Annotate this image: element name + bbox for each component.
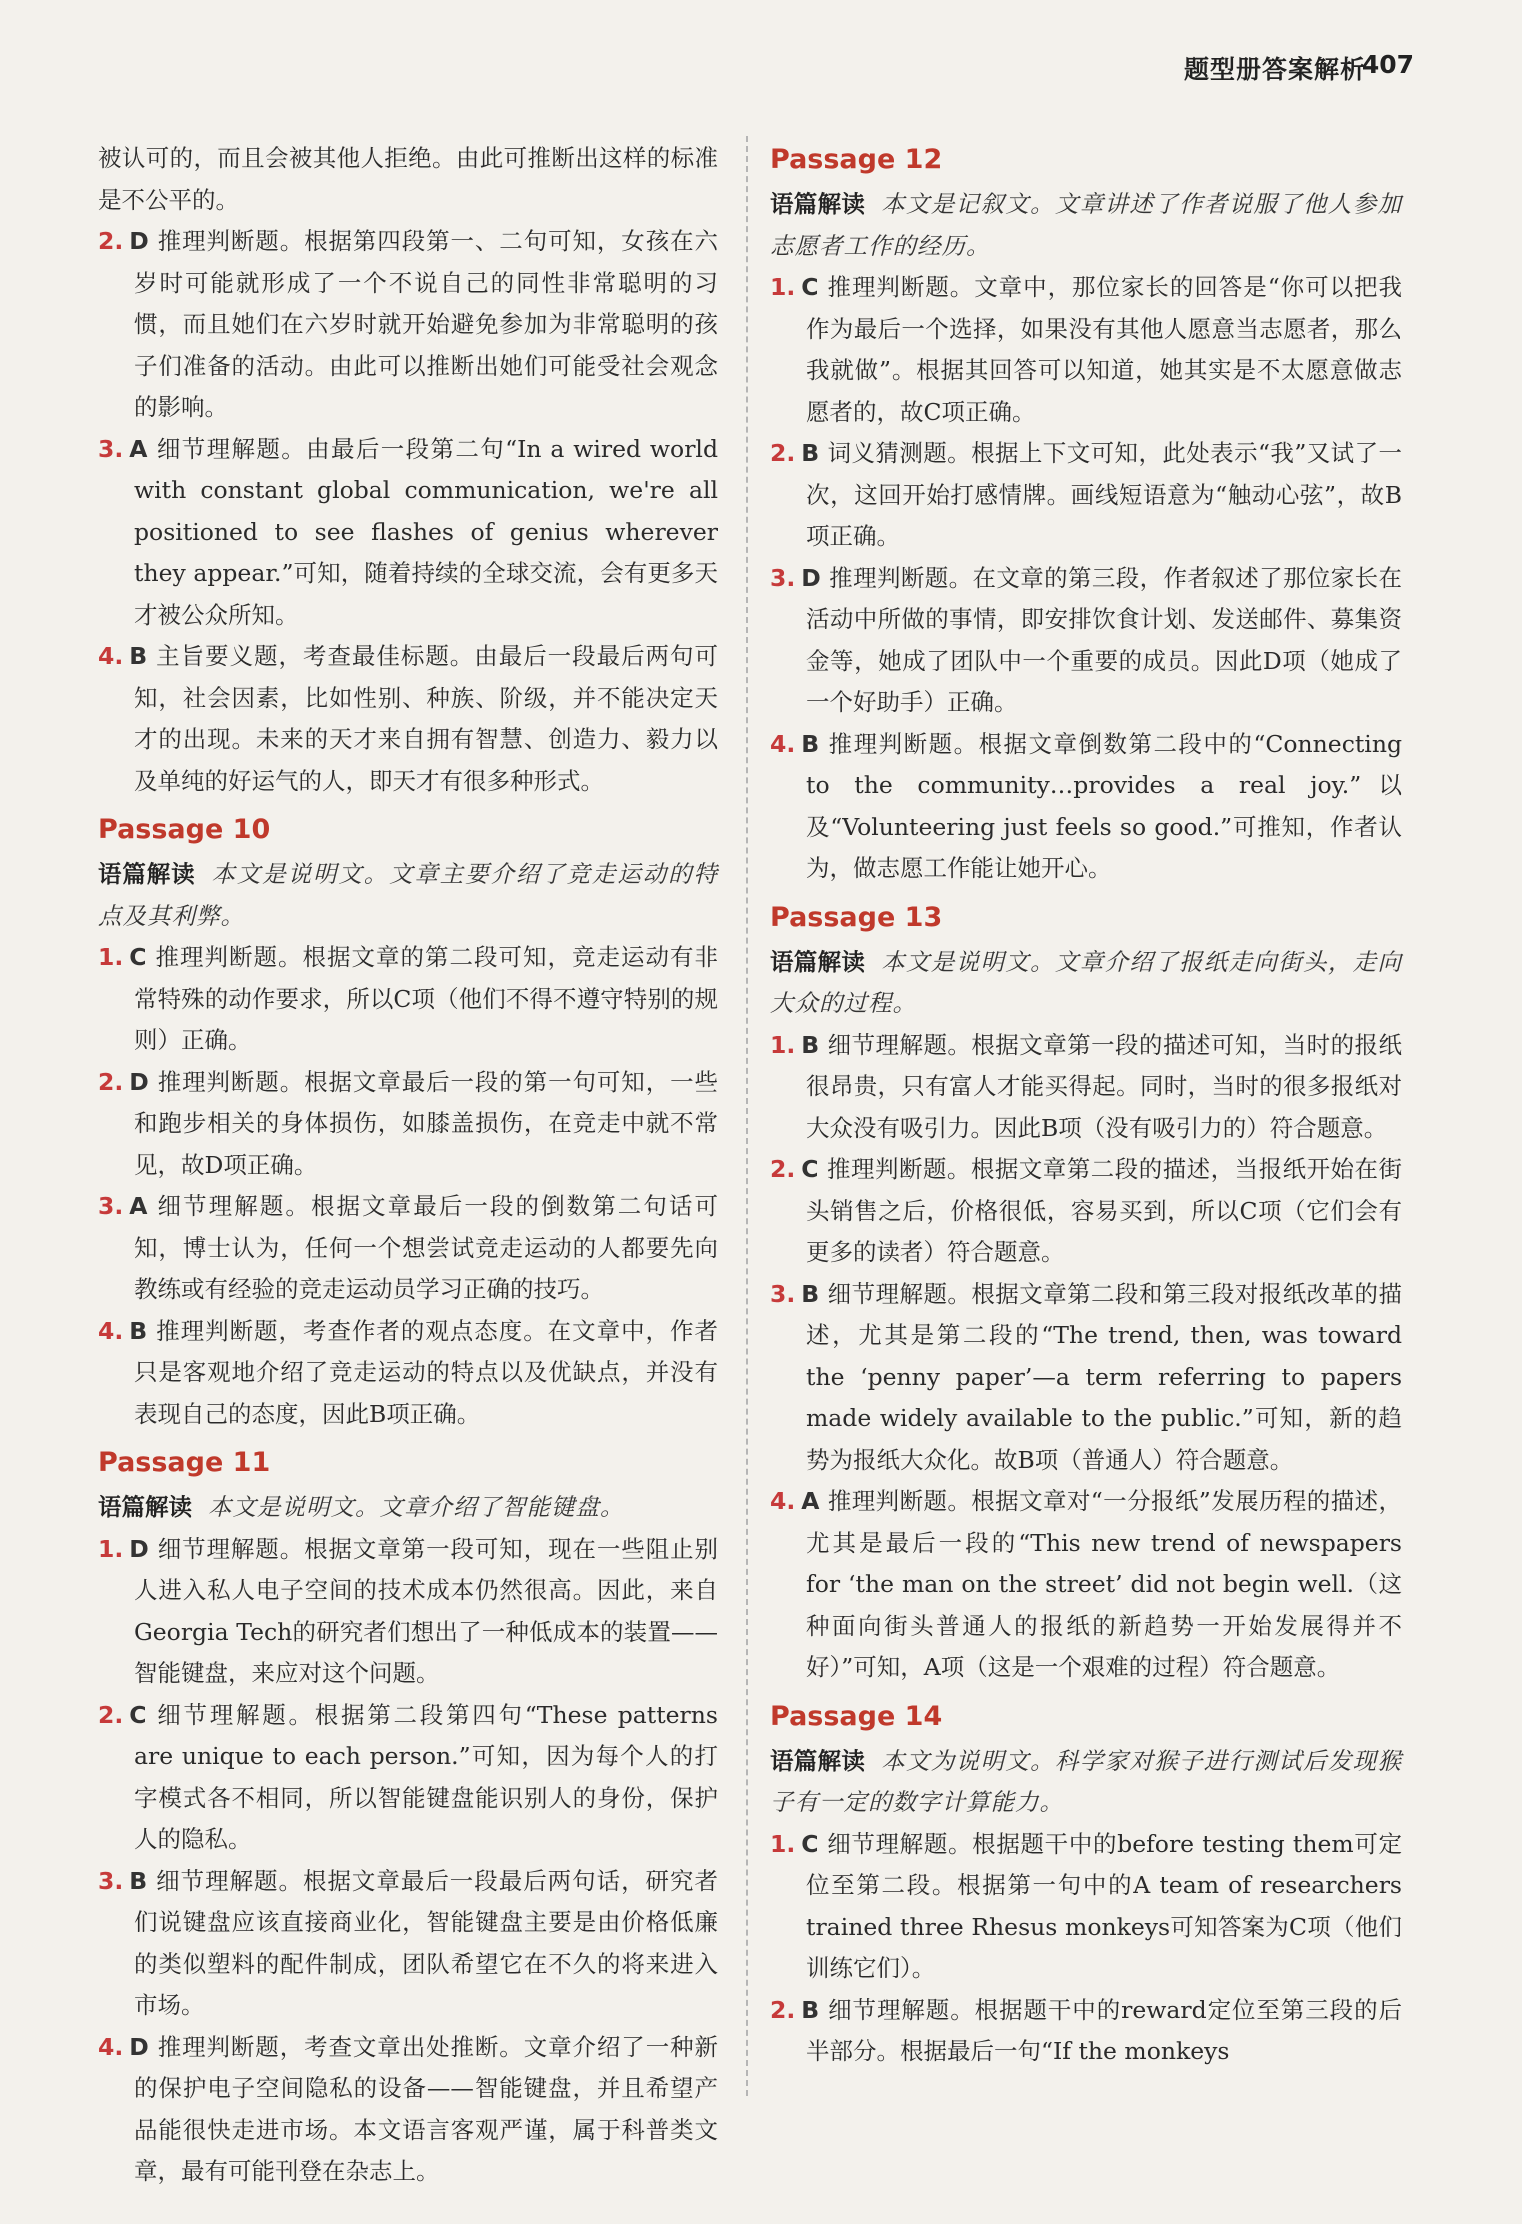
item-text: 推理判断题。根据文章最后一段的第一句可知，一些和跑步相关的身体损伤，如膝盖损伤，在竞走中就不常见，故D项正确。	[134, 1067, 718, 1179]
item-number: 1.	[770, 273, 796, 301]
item-text: 主旨要义题，考查最佳标题。由最后一段最后两句可知，社会因素，比如性别、种族、阶级，并不能决定天才的出现。未来的天才来自拥有智慧、创造力、毅力以及单纯的好运气的人，即天才有很多种形式。	[134, 642, 718, 795]
answer-item	[770, 1990, 1402, 2073]
intro-label: 语篇解读	[770, 947, 866, 976]
item-text: 推理判断题。在文章的第三段，作者叙述了那位家长在活动中所做的事情，即安排饮食计划、发送邮件、募集资金等，她成了团队中一个重要的成员。因此D项（她成了一个好助手）正确。	[806, 563, 1402, 716]
item-answer: C	[801, 1829, 819, 1858]
item-text: 推理判断题。根据文章第二段的描述，当报纸开始在街头销售之后，价格很低，容易买到，所以C项（它们会有更多的读者）符合题意。	[806, 1155, 1402, 1266]
answer-item	[770, 433, 1402, 558]
intro-label: 语篇解读	[770, 190, 866, 218]
item-answer: B	[801, 1279, 820, 1308]
item-number: 4.	[98, 2032, 124, 2061]
item-answer: A	[129, 1192, 148, 1220]
item-number: 2.	[770, 1155, 796, 1183]
item-number: 3.	[98, 434, 124, 463]
answer-item	[98, 221, 718, 429]
passage-10-intro	[98, 854, 718, 937]
item-text: 推理判断题。根据第四段第一、二句可知，女孩在六岁时可能就形成了一个不说自己的同性非常聪明的习惯，而且她们在六岁时就开始避免参加为非常聪明的孩子们准备的活动。由此可以推断出她们可能受社会观念的影响。	[134, 227, 718, 421]
item-answer: A	[801, 1487, 820, 1515]
header-title: 题型册答案解析	[1183, 55, 1366, 84]
answer-item	[770, 1481, 1402, 1689]
item-number: 3.	[770, 563, 796, 592]
passage-11-intro	[98, 1487, 718, 1529]
item-text: 细节理解题。根据文章第一段可知，现在一些阻止别人进入私人电子空间的技术成本仍然很高。因此，来自Georgia Tech的研究者们想出了一种低成本的装置——智能键盘，来应对这个问题。	[134, 1534, 718, 1687]
item-number: 2.	[98, 1700, 124, 1729]
item-answer: B	[801, 729, 820, 758]
item-text: 细节理解题。根据文章第二段和第三段对报纸改革的描述，尤其是第二段的“The trend, then, was toward the ‘penny paper’—a term referring to papers made widely available to the public.”可知，新的趋势为报纸大众化。故B项（普通人）符合题意。	[806, 1279, 1402, 1474]
item-text: 推理判断题，考查文章出处推断。文章介绍了一种新的保护电子空间隐私的设备——智能键盘，并且希望产品能很快走进市场。本文语言客观严谨，属于科普类文章，最有可能刊登在杂志上。	[134, 2032, 718, 2185]
item-answer: B	[129, 1316, 148, 1345]
item-number: 4.	[770, 729, 796, 758]
item-text: 细节理解题。根据文章第一段的描述可知，当时的报纸很昂贵，只有富人才能买得起。同时，当时的很多报纸对大众没有吸引力。因此B项（没有吸引力的）符合题意。	[806, 1030, 1402, 1142]
item-number: 4.	[770, 1487, 796, 1515]
item-number: 1.	[98, 943, 124, 971]
intro-text: 本文是记叙文。文章讲述了作者说服了他人参加志愿者工作的经历。	[770, 190, 1402, 260]
item-text: 细节理解题。根据第二段第四句“These patterns are unique to each person.”可知，因为每个人的打字模式各不相同，所以智能键盘能识别人的身份，保护人的隐私。	[134, 1700, 718, 1853]
item-answer: D	[801, 563, 821, 592]
item-number: 1.	[770, 1829, 796, 1858]
answer-item	[98, 636, 718, 802]
item-text: 推理判断题，考查作者的观点态度。在文章中，作者只是客观地介绍了竞走运动的特点以及优缺点，并没有表现自己的态度，因此B项正确。	[134, 1316, 718, 1428]
item-answer: A	[129, 434, 148, 463]
passage-12-intro	[770, 184, 1402, 267]
answer-item	[770, 558, 1402, 724]
item-answer: C	[129, 1700, 147, 1729]
answer-item	[770, 1149, 1402, 1274]
continuation-text: 被认可的，而且会被其他人拒绝。由此可推断出这样的标准是不公平的。	[98, 144, 718, 214]
item-number: 1.	[98, 1534, 124, 1563]
answer-item	[98, 937, 718, 1062]
answer-item	[98, 1529, 718, 1695]
item-text: 推理判断题。根据文章对“一分报纸”发展历程的描述，尤其是最后一段的“This new trend of newspapers for ‘the man on the street’ did not begin well.（这种面向街头普通人的报纸的新趋势一开始发展得并不好）”可知，A项（这是一个艰难的过程）符合题意。	[806, 1487, 1402, 1681]
intro-label: 语篇解读	[770, 1746, 866, 1775]
intro-text: 本文是说明文。文章介绍了智能键盘。	[208, 1493, 625, 1521]
answer-item	[98, 429, 718, 637]
left-column	[98, 138, 718, 2193]
passage-13-intro	[770, 942, 1402, 1025]
item-number: 3.	[98, 1866, 124, 1895]
answer-item	[770, 1824, 1402, 1990]
item-answer: B	[801, 1030, 820, 1059]
item-text: 词义猜测题。根据上下文可知，此处表示“我”又试了一次，这回开始打感情牌。画线短语意为“触动心弦”，故B项正确。	[806, 439, 1402, 550]
item-number: 3.	[98, 1192, 124, 1220]
item-answer: C	[801, 1155, 819, 1183]
intro-label: 语篇解读	[98, 1493, 192, 1521]
item-text: 细节理解题。根据题干中的reward定位至第三段的后半部分。根据最后一句“If the monkeys	[806, 1995, 1402, 2065]
page-header	[0, 50, 1522, 90]
item-number: 4.	[98, 1316, 124, 1345]
right-column	[770, 138, 1402, 2073]
answer-item	[98, 1062, 718, 1187]
item-answer: D	[129, 2032, 149, 2061]
item-text: 细节理解题。根据题干中的before testing them可定位至第二段。根据第一句中的A team of researchers trained three Rhesus monkeys可知答案为C项（他们训练它们）。	[806, 1829, 1402, 1982]
answer-item	[770, 1274, 1402, 1482]
item-text: 细节理解题。由最后一段第二句“In a wired world with constant global communication, we're all positioned to see flashes of genius wherever they appear.”可知，随着持续的全球交流，会有更多天才被公众所知。	[134, 434, 718, 629]
passage-13-title: Passage 13	[770, 901, 943, 933]
item-answer: B	[801, 1995, 820, 2024]
item-answer: D	[129, 1534, 149, 1563]
item-answer: D	[129, 1067, 149, 1096]
intro-text: 本文是说明文。文章主要介绍了竞走运动的特点及其利弊。	[98, 860, 719, 930]
passage-11-title: Passage 11	[98, 1447, 271, 1478]
item-text: 推理判断题。文章中，那位家长的回答是“你可以把我作为最后一个选择，如果没有其他人愿意当志愿者，那么我就做”。根据其回答可以知道，她其实是不太愿意做志愿者的，故C项正确。	[806, 273, 1402, 426]
passage-14-intro	[770, 1741, 1402, 1824]
answer-item	[98, 1186, 718, 1311]
intro-text: 本文是说明文。文章介绍了报纸走向街头，走向大众的过程。	[770, 947, 1402, 1017]
item-text: 推理判断题。根据文章的第二段可知，竞走运动有非常特殊的动作要求，所以C项（他们不得不遵守特别的规则）正确。	[134, 943, 718, 1054]
item-number: 4.	[98, 642, 124, 670]
answer-item	[98, 1861, 718, 2027]
item-answer: D	[129, 227, 149, 255]
item-number: 3.	[770, 1279, 796, 1308]
answer-item	[98, 1695, 718, 1861]
item-answer: B	[801, 439, 820, 467]
item-number: 2.	[770, 439, 796, 467]
passage-14-title: Passage 14	[770, 1700, 943, 1732]
intro-label: 语篇解读	[98, 860, 196, 888]
intro-text: 本文为说明文。科学家对猴子进行测试后发现猴子有一定的数字计算能力。	[770, 1746, 1402, 1816]
answer-item	[98, 2027, 718, 2193]
passage-12-title: Passage 12	[770, 144, 943, 175]
item-answer: C	[801, 273, 819, 301]
answer-item	[98, 1311, 718, 1436]
item-number: 2.	[770, 1995, 796, 2024]
item-answer: B	[129, 642, 148, 670]
item-answer: B	[129, 1866, 148, 1895]
answer-item	[770, 267, 1402, 433]
item-answer: C	[129, 943, 147, 971]
answer-item	[770, 1025, 1402, 1150]
item-number: 1.	[770, 1030, 796, 1059]
answer-item	[770, 724, 1402, 890]
item-number: 2.	[98, 227, 124, 255]
item-text: 推理判断题。根据文章倒数第二段中的“Connecting to the community…provides a real joy.”以及“Volunteering just feels so good.”可推知，作者认为，做志愿工作能让她开心。	[806, 729, 1402, 882]
item-number: 2.	[98, 1067, 124, 1096]
page-number: 407	[1361, 50, 1414, 79]
passage-10-title: Passage 10	[98, 814, 271, 845]
item-text: 细节理解题。根据文章最后一段的倒数第二句话可知，博士认为，任何一个想尝试竞走运动的人都要先向教练或有经验的竞走运动员学习正确的技巧。	[134, 1192, 718, 1303]
item-text: 细节理解题。根据文章最后一段最后两句话，研究者们说键盘应该直接商业化，智能键盘主要是由价格低廉的类似塑料的配件制成，团队希望它在不久的将来进入市场。	[134, 1866, 718, 2019]
column-divider	[746, 136, 748, 2096]
